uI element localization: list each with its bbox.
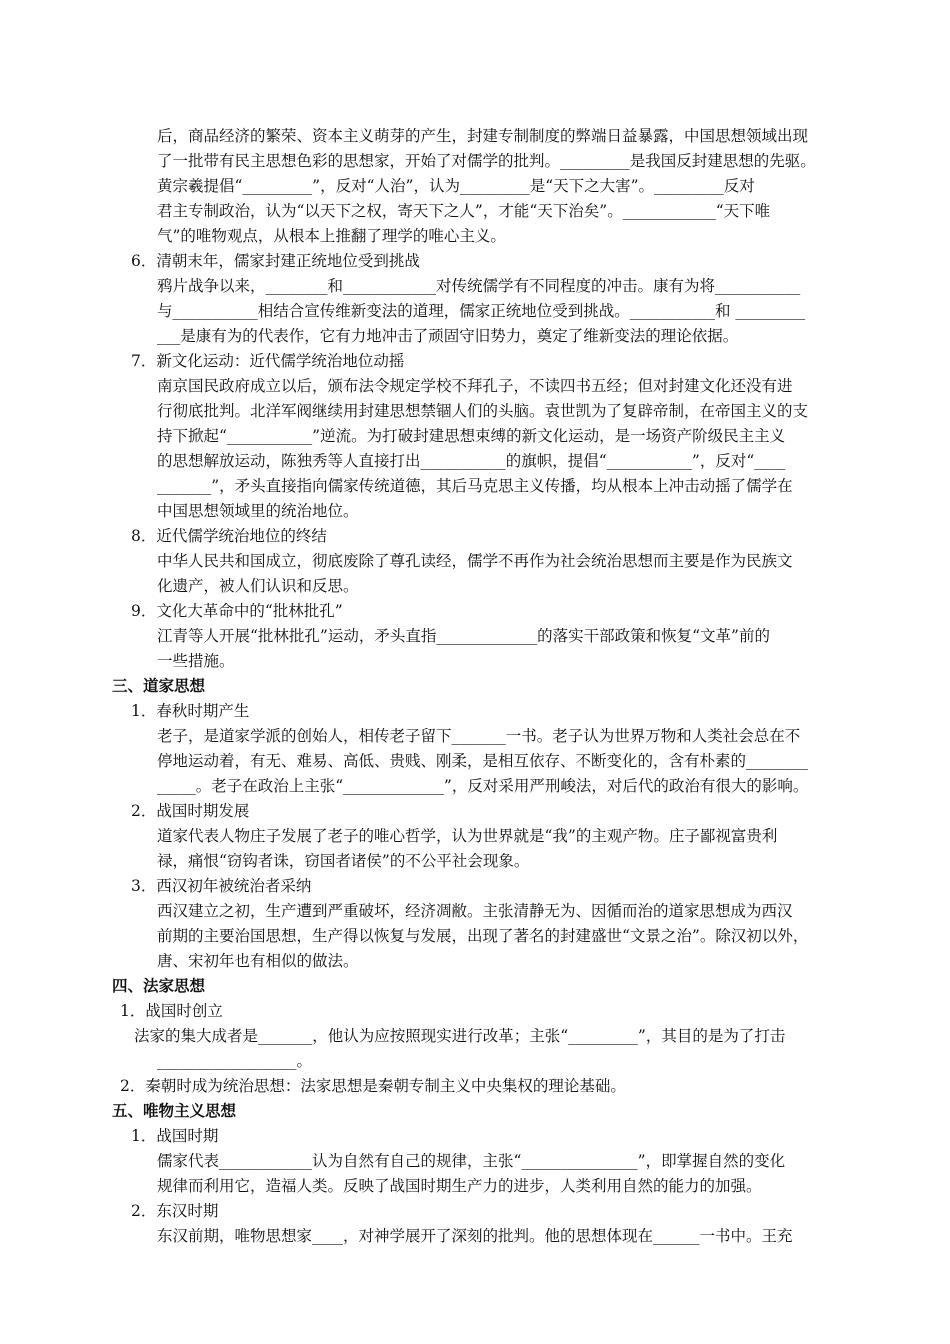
text-line: 行彻底批判。北洋军阀继续用封建思想禁锢人们的头脑。袁世凯为了复辟帝制，在帝国主义的支 (157, 402, 809, 420)
text-line: 规律而利用它，造福人类。反映了战国时期生产力的进步，人类利用自然的能力的加强。 (157, 1177, 762, 1195)
text-line: 儒家代表____________认为自然有自己的规律，主张“_______________”，即掌握自然的变化 (157, 1152, 786, 1170)
list-item-heading: 1．战国时创立 (120, 1002, 223, 1020)
text-line: 君主专制政治，认为“以天下之权，寄天下之人”，才能“天下治矣”。____________“天下唯 (157, 202, 771, 220)
text-line: _____。老子在政治上主张“_____________”，反对采用严刑峻法，对后代的政治有很大的影响。 (157, 777, 809, 795)
text-line: 禄，痛恨“窃钩者诛，窃国者诸侯”的不公平社会现象。 (157, 852, 530, 870)
list-item-heading: 3．西汉初年被统治者采纳 (131, 877, 312, 895)
text-line: 南京国民政府成立以后，颁布法令规定学校不拜孔子，不读四书五经；但对封建文化还没有进 (157, 377, 793, 395)
text-line: 了一批带有民主思想色彩的思想家，开始了对儒学的批判。_________是我国反封建思想的先驱。 (157, 152, 816, 170)
text-line: ___是康有为的代表作，它有力地冲击了顽固守旧势力，奠定了维新变法的理论依据。 (157, 327, 739, 345)
list-item-heading: 2．战国时期发展 (131, 802, 250, 820)
text-line: 老子，是道家学派的创始人，相传老子留下_______一书。老子认为世界万物和人类社会总在不 (157, 727, 801, 745)
text-line: 停地运动着，有无、难易、高低、贵贱、刚柔，是相互依存、不断变化的，含有朴素的________ (157, 752, 809, 770)
list-item-heading: 7．新文化运动：近代儒学统治地位动摇 (131, 352, 405, 370)
text-line: 气”的唯物观点，从根本上推翻了理学的唯心主义。 (157, 227, 506, 245)
text-line: 法家的集大成者是_______，他认为应按照现实进行改革；主张“_________”，其目的是为了打击 (134, 1027, 786, 1045)
text-line: 后，商品经济的繁荣、资本主义萌芽的产生，封建专制制度的弊端日益暴露，中国思想领域出现 (157, 127, 809, 145)
text-line: _______”，矛头直接指向儒家传统道德，其后马克思主义传播，均从根本上冲击动摇了儒学在 (157, 477, 793, 495)
list-item-heading: 6．清朝末年，儒家封建正统地位受到挑战 (131, 252, 420, 270)
text-line: 一些措施。 (157, 652, 235, 670)
text-line: 中华人民共和国成立，彻底废除了尊孔读经，儒学不再作为社会统治思想而主要是作为民族文 (157, 552, 793, 570)
list-item-heading: 1．战国时期 (131, 1127, 219, 1145)
text-line: 与___________相结合宣传维新变法的道理，儒家正统地位受到挑战。___________和 _________ (157, 302, 806, 320)
list-item-heading: 1．春秋时期产生 (131, 702, 250, 720)
text-line: 江青等人开展“批林批孔”运动，矛头直指_____________的落实干部政策和恢复“文革”前的 (157, 627, 770, 645)
text-line: 鸦片战争以来，________和____________对传统儒学有不同程度的冲击。康有为将___________ (157, 277, 801, 295)
text-line: 西汉建立之初，生产遭到严重破坏，经济凋敝。主张清静无为、因循而治的道家思想成为西汉 (157, 902, 793, 920)
list-item-heading: 8．近代儒学统治地位的终结 (131, 527, 327, 545)
text-line: 道家代表人物庄子发展了老子的唯心哲学，认为世界就是“我”的主观产物。庄子鄙视富贵利 (157, 827, 778, 845)
list-item-heading: 9．文化大革命中的“批林批孔” (131, 602, 343, 620)
text-line: 东汉前期，唯物思想家____，对神学展开了深刻的批判。他的思想体现在______一书中。王充 (157, 1227, 793, 1245)
text-line: 黄宗羲提倡“_________”，反对“人治”，认为_________是“天下之大害”。_________反对 (157, 177, 755, 195)
list-item-heading: 2．秦朝时成为统治思想：法家思想是秦朝专制主义中央集权的理论基础。 (120, 1077, 626, 1095)
text-line: 持下掀起“___________”逆流。为打破封建思想束缚的新文化运动，是一场资产阶级民主主义 (157, 427, 786, 445)
text-line: __________________。 (157, 1052, 313, 1070)
section-heading: 五、唯物主义思想 (112, 1102, 237, 1120)
section-heading: 三、道家思想 (112, 677, 206, 695)
text-line: 化遗产，被人们认识和反思。 (157, 577, 359, 595)
section-heading: 四、法家思想 (112, 977, 206, 995)
text-line: 的思想解放运动，陈独秀等人直接打出___________的旗帜，提倡“___________”，反对“____ (157, 452, 786, 470)
text-line: 前期的主要治国思想，生产得以恢复与发展，出现了著名的封建盛世“文景之治”。除汉初以外， (157, 927, 809, 945)
text-line: 中国思想领域里的统治地位。 (157, 502, 359, 520)
text-line: 唐、宋初年也有相似的做法。 (157, 952, 359, 970)
list-item-heading: 2．东汉时期 (131, 1202, 219, 1220)
